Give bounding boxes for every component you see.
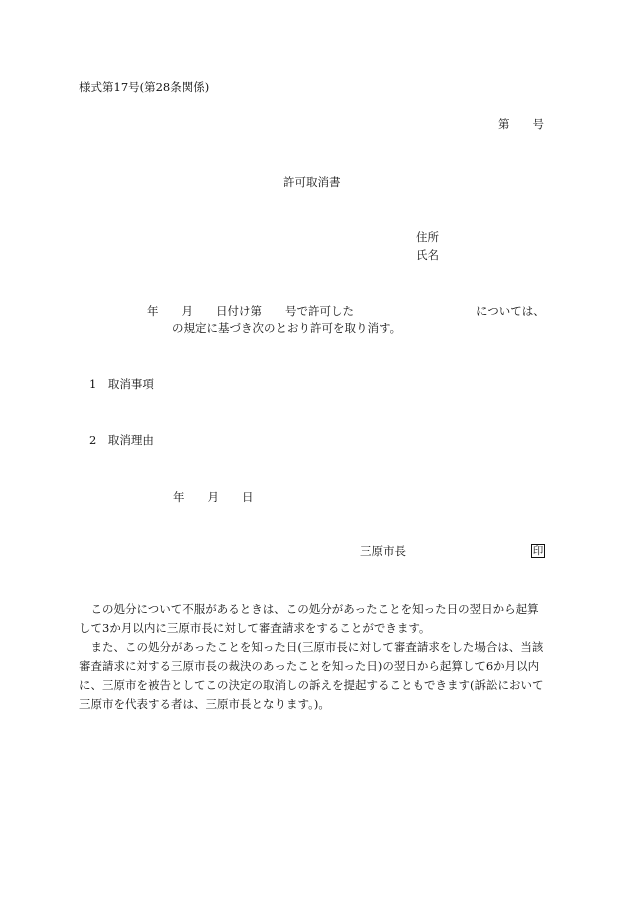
revocation-matters-heading: 1 取消事項 [89,377,154,391]
revocation-reason-heading: 2 取消理由 [89,433,154,447]
issue-date: 年 月 日 [173,490,254,504]
form-number: 様式第17号(第28条関係) [79,80,210,94]
issuer-title: 三原市長 [360,544,406,558]
appeal-notice-paragraph: この処分について不服があるときは、この処分があったことを知った日の翌日から起算して3か月以内に三原市長に対して審査請求をすることができます。 [79,602,539,635]
basis-clause: の規定に基づき次のとおり許可を取り消す。 [172,321,402,335]
lawsuit-notice-paragraph: また、この処分があったことを知った日(三原市長に対して審査請求をした場合は、当該審査請求に対する三原市長の裁決のあったことを知った日)の翌日から起算して6か月以内に、三原市を被告としてこの決定の取消しの訴えを提起することもできます(訴訟において三原市を代表する者は、三原市長となります。)。 [79,640,544,711]
name-label: 氏名 [416,248,439,262]
appeal-notice [79,600,549,714]
document-number: 第 号 [498,117,544,131]
address-label: 住所 [416,230,439,244]
document-title: 許可取消書 [283,175,341,189]
permit-date-clause: 年 月 日付け第 号で許可した [147,304,354,318]
about-clause: については、 [476,304,545,318]
seal-mark: 印 [532,545,544,557]
